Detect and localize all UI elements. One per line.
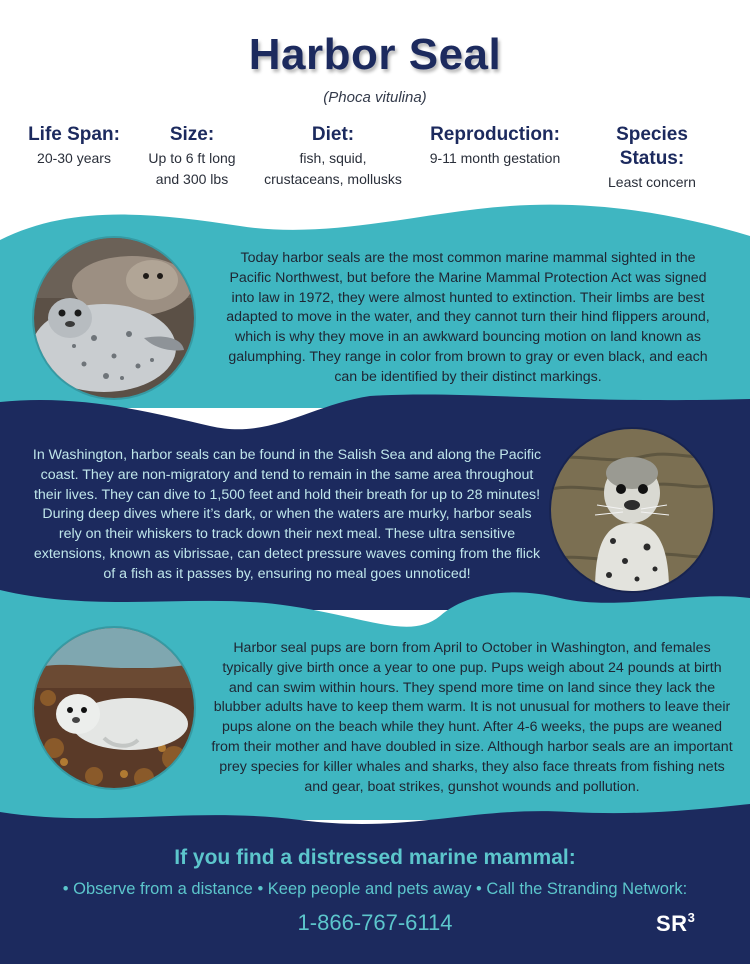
paragraph-habitat: In Washington, harbor seals can be found in the Salish Sea and along the Pacific coast. They are non-migratory and tend to remain in the same area throughout their lives. They can dive to 1,500 feet and hold their breath for up to 28 minutes! During deep dives where it’s dark, or when the waters are murky, harbor seals rely on their whiskers to track down their next meal. These ultra sensitive extensions, known as vibrissae, can detect pressure waves coming from the flick of a fish as it passes by, ensuring no meal goes unnoticed!	[32, 447, 542, 582]
scientific-name: (Phoca vitulina)	[323, 89, 427, 106]
logo-superscript: 3	[687, 910, 696, 925]
footer-actions: • Observe from a distance • Keep people and pets away • Call the Stranding Network:	[62, 880, 688, 898]
photo-resting-seals	[34, 238, 194, 398]
stat-species-status	[582, 123, 722, 192]
stat-size	[136, 123, 248, 189]
stat-value: crustaceans, mollusks	[264, 171, 402, 187]
stat-label: Reproduction:	[430, 124, 560, 145]
footer-heading: If you find a distressed marine mammal:	[174, 846, 576, 869]
stat-value: Up to 6 ft long	[148, 150, 236, 166]
logo-text: SR	[656, 911, 688, 936]
stat-value: 20-30 years	[37, 150, 111, 166]
paragraph-pups: Harbor seal pups are born from April to October in Washington, and females typically give birth once a year to one pup. Pups weigh about 24 pounds at birth and can swim within hours. They spend more time on land since they lack the blubber adults have to keep them warm. It is not unusual for mothers to leave their pups alone on the beach while they hunt. After 4-6 weeks, the pups are weaned from their mother and have doubled in size. Although harbor seals are an important prey species for killer whales and sharks, they also face threats from fishing nets and gear, boat strikes, gunshot wounds and pollution.	[211, 640, 733, 795]
paragraph-history: Today harbor seals are the most common marine mammal sighted in the Pacific Northwest, but before the Marine Mammal Protection Act was signed into law in 1972, they were almost hunted to extinction. Their limbs are best adapted to move in the water, and they cannot turn their hind flippers around, which is why they move in an awkward bouncing motion on land known as galumphing. They range in color from brown to gray or even black, and each can be identified by their distinct markings.	[226, 250, 710, 385]
photo-seal-in-water	[551, 429, 713, 591]
stat-reproduction	[420, 123, 570, 168]
stat-value: 9-11 month gestation	[429, 150, 561, 166]
stat-value: Least concern	[608, 174, 696, 190]
stat-value: and 300 lbs	[155, 171, 229, 187]
stat-label: Diet:	[311, 124, 355, 145]
photo-seal-pup	[34, 628, 194, 788]
stat-label: Size:	[169, 124, 215, 145]
stat-life-span	[26, 123, 122, 168]
sr3-logo	[656, 910, 695, 937]
stat-label: Species Status:	[616, 124, 688, 169]
page-title: Harbor Seal	[248, 30, 502, 79]
stranding-phone-number[interactable]: 1-866-767-6114	[297, 910, 453, 935]
stat-value: fish, squid,	[299, 150, 367, 166]
stat-label: Life Span:	[28, 124, 120, 145]
stat-diet	[258, 123, 408, 189]
